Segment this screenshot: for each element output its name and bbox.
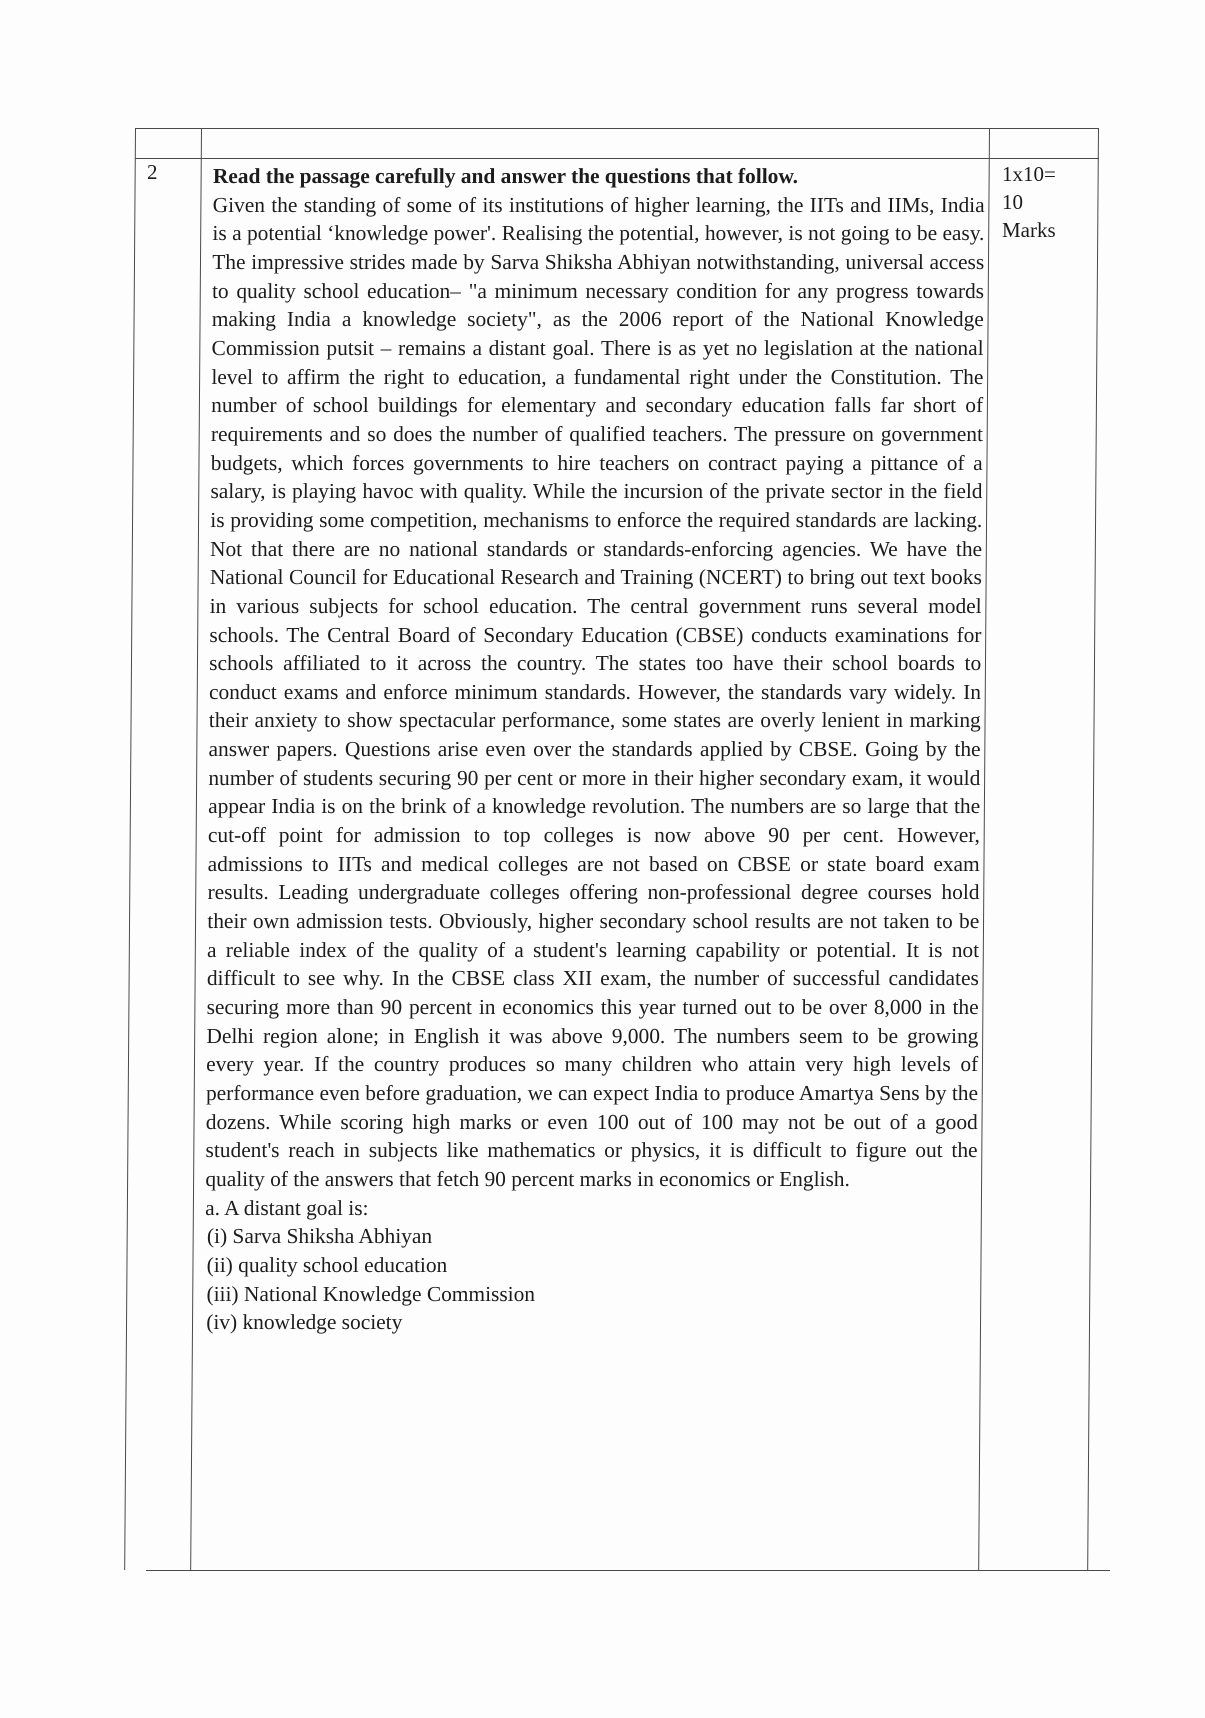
answer-options — [204, 1222, 977, 1337]
answer-option: (i) Sarva Shiksha Abhiyan — [206, 1224, 433, 1249]
answer-option: (iii) National Knowledge Commission — [206, 1281, 536, 1306]
answer-option: (ii) quality school education — [206, 1252, 448, 1277]
table-header-divider — [135, 158, 1099, 159]
marks-line: 1x10= — [1002, 162, 1056, 186]
table-top-border — [135, 128, 1099, 129]
reading-passage: Given the standing of some of its institutions of higher learning, the IITs and IIMs, India is a potential ‘knowledge power'. Realising the potential, however, is not going to be easy. The impressive strides made by Sarva Shiksha Abhiyan notwithstanding, universal access to quality school education– "a minimum necessary condition for any progress towards making India a knowledge society", as the 2006 report of the National Knowledge Commission putsit – remains a distant goal. There is as yet no legislation at the national level to affirm the right to education, a fundamental right under the Constitution. The number of school buildings for elementary and secondary education falls far short of requirements and so does the number of qualified teachers. The pressure on government budgets, which forces governments to hire teachers on contract paying a pittance of a salary, is playing havoc with quality. While the incursion of the private sector in the field is providing some competition, mechanisms to enforce the required standards are lacking. Not that there are no national standards or standards-enforcing agencies. We have the National Council for Educational Research and Training (NCERT) to bring out text books in various subjects for school education. The central government runs several model schools. The Central Board of Secondary Education (CBSE) conducts examinations for schools affiliated to it across the country. The states too have their school boards to conduct exams and enforce minimum standards. However, the standards vary widely. In their anxiety to show spectacular performance, some states are overly lenient in marking answer papers. Questions arise even over the standards applied by CBSE. Going by the number of students securing 90 per cent or more in their higher secondary exam, it would appear India is on the brink of a knowledge revolution. The numbers are so large that the cut-off point for admission to top colleges is now above 90 per cent. However, admissions to IITs and medical colleges are not based on CBSE or state board exam results. Leading undergraduate colleges offering non-professional degree courses hold their own admission tests. Obviously, higher secondary school results are not taken to be a reliable index of the quality of a student's learning capability or potential. It is not difficult to see why. In the CBSE class XII exam, the number of successful candidates securing more than 90 percent in economics this year turned out to be over 8,000 in the Delhi region alone; in English it was above 9,000. The numbers seem to be growing every year. If the country produces so many children who attain very high levels of performance even before graduation, we can expect India to produce Amartya Sens by the dozens. While scoring high marks or even 100 out of 100 may not be out of a good student's reach in subjects like mathematics or physics, it is difficult to figure out the quality of the answers that fetch 90 percent marks in economics or English. — [205, 192, 985, 1191]
sub-question: a. A distant goal is: — [205, 1195, 369, 1220]
question-number: 2 — [147, 160, 158, 184]
table-left-border — [124, 128, 136, 1570]
instruction-heading: Read the passage carefully and answer the questions that follow. — [212, 164, 799, 188]
table-bottom-border — [146, 1570, 1110, 1571]
marks-line: Marks — [1002, 218, 1056, 242]
question-content — [204, 162, 985, 1337]
table-right-border — [1087, 128, 1099, 1570]
answer-option: (iv) knowledge society — [206, 1310, 403, 1335]
marks-allocation — [1002, 160, 1056, 244]
number-column-divider — [190, 128, 202, 1570]
marks-line: 10 — [1002, 190, 1023, 214]
